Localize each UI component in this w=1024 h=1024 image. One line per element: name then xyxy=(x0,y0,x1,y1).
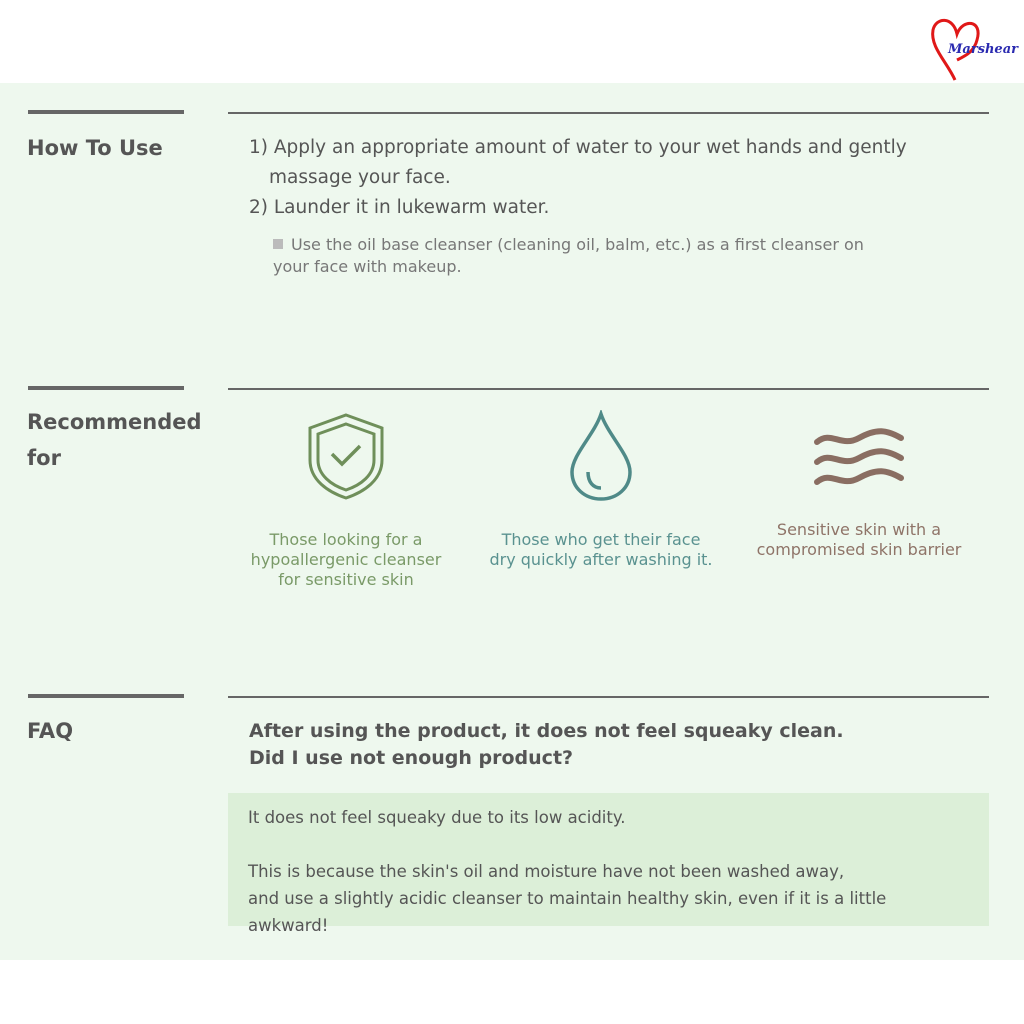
step-2: 2) Launder it in lukewarm water. xyxy=(249,197,550,218)
faq-question: After using the product, it does not feel squeaky clean. Did I use not enough product? xyxy=(249,720,844,769)
section-divider xyxy=(228,112,989,114)
bullet-square-icon xyxy=(273,239,283,249)
how-to-use-heading: How To Use xyxy=(27,136,163,160)
usage-note: Use the oil base cleanser (cleaning oil, balm, etc.) as a first cleanser on your face with makeup. xyxy=(273,235,864,276)
faq-heading: FAQ xyxy=(27,719,74,743)
shield-check-icon xyxy=(306,410,386,502)
water-drop-icon xyxy=(566,410,636,502)
section-divider xyxy=(28,694,184,698)
recommended-heading: Recommended for xyxy=(27,410,202,470)
section-divider xyxy=(228,388,989,390)
waves-icon xyxy=(811,410,907,502)
recommended-item: Those looking for a hypoallergenic cleanser for sensitive skin xyxy=(231,410,461,590)
section-divider xyxy=(228,696,989,698)
step-1-cont: massage your face. xyxy=(269,167,451,188)
section-divider xyxy=(28,110,184,114)
recommended-item: Sensitive skin with a compromised skin barrier xyxy=(744,410,974,560)
step-1: 1) Apply an appropriate amount of water to your wet hands and gently xyxy=(249,137,907,158)
recommended-item: Those who get their face dry quickly after washing it. xyxy=(486,410,716,570)
faq-answer: It does not feel squeaky due to its low acidity. This is because the skin's oil and moisture have not been washed away, and use a slightly acidic cleanser to maintain healthy skin, even if it is a little awkward! xyxy=(228,793,989,926)
brand-logo-text: Marshear xyxy=(948,42,1018,57)
section-divider xyxy=(28,386,184,390)
